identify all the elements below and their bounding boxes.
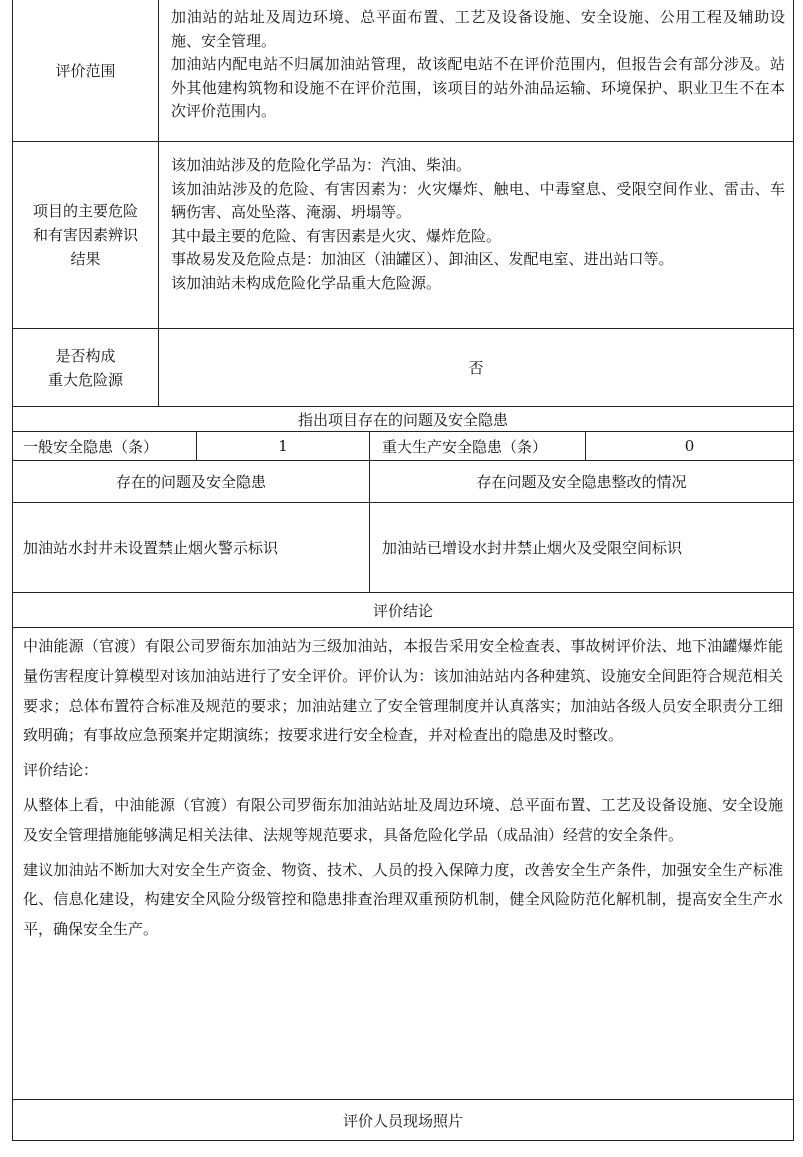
hazards-row [13, 142, 793, 329]
hazards-content [159, 142, 793, 328]
scope-paragraph: 加油站的站址及周边环境、总平面布置、工艺及设备设施、安全设施、公用工程及辅助设施、安全管理。 [171, 8, 785, 50]
hazards-paragraph: 事故易发及危险点是：加油区（油罐区）、卸油区、发配电室、进出站口等。 [171, 250, 674, 269]
conclusion-paragraph: 中油能源（官渡）有限公司罗衙东加油站为三级加油站，本报告采用安全检查表、事故树评价法、地下油罐爆炸能量伤害程度计算模型对该加油站进行了安全评价。评价认为：该加油站站内各种建筑、设施安全间距符合规范相关要求；总体布置符合标准及规范的要求；加油站建立了安全管理制度并认真落实；加油站各级人员安全职责分工细致明确；有事故应急预案并定期演练；按要求进行安全检查，并对检查出的隐患及时整改。 [23, 637, 783, 745]
conclusion-paragraph: 从整体上看，中油能源（官渡）有限公司罗衙东加油站站址及周边环境、总平面布置、工艺及设备设施、安全设施及安全管理措施能够满足相关法律、法规等规范要求，具备危险化学品（成品油）经营的安全条件。 [23, 795, 783, 844]
major-hazard-value: 否 [468, 359, 484, 377]
major-hazard-count: 0 [684, 437, 695, 455]
conclusion-title: 评价结论 [13, 593, 793, 628]
major-hazard-label: 是否构成 重大危险源 [13, 329, 159, 406]
issues-header-row [13, 461, 793, 503]
issues-title: 指出项目存在的问题及安全隐患 [13, 407, 793, 432]
major-hazard-row [13, 329, 793, 407]
conclusion-subheading: 评价结论： [23, 761, 99, 780]
issue-column-header: 存在的问题及安全隐患 [13, 461, 370, 502]
evaluation-summary-table [12, 0, 794, 1141]
hazard-count-row [13, 432, 793, 461]
issue-text: 加油站水封井未设置禁止烟火警示标识 [13, 503, 370, 592]
scope-content [159, 0, 793, 141]
fix-column-header: 存在问题及安全隐患整改的情况 [476, 473, 687, 491]
photos-title: 评价人员现场照片 [342, 1112, 463, 1130]
hazards-paragraph: 该加油站未构成危险化学品重大危险源。 [171, 273, 442, 292]
major-hazard-count-label: 重大生产安全隐患（条） [370, 432, 586, 460]
conclusion-body [13, 628, 793, 1100]
scope-paragraph: 加油站内配电站不归属加油站管理，故该配电站不在评价范围内，但报告会有部分涉及。站外其他建构筑物和设施不在评价范围，该项目的站外油品运输、环境保护、职业卫生不在本次评价范围内。 [171, 55, 785, 121]
conclusion-paragraph: 建议加油站不断加大对安全生产资金、物资、技术、人员的投入保障力度，改善安全生产条件，加强安全生产标准化、信息化建设，构建安全风险分级管控和隐患排查治理双重预防机制，健全风险防范化解机制，提高安全生产水平，确保安全生产。 [23, 860, 783, 939]
scope-row [13, 0, 793, 142]
scope-label: 评价范围 [13, 0, 159, 141]
hazards-paragraph: 该加油站涉及的危险化学品为：汽油、柴油。 [171, 156, 472, 174]
fix-text: 加油站已增设水封井禁止烟火及受限空间标识 [382, 539, 683, 557]
general-hazard-count: 1 [197, 432, 370, 460]
general-hazard-label: 一般安全隐患（条） [13, 432, 197, 460]
hazards-paragraph: 该加油站涉及的危险、有害因素为：火灾爆炸、触电、中毒窒息、受限空间作业、雷击、车辆伤害、高处坠落、淹溺、坍塌等。 [171, 179, 785, 222]
hazards-paragraph: 其中最主要的危险、有害因素是火灾、爆炸危险。 [171, 226, 502, 245]
hazards-label: 项目的主要危险 和有害因素辨识 结果 [13, 142, 159, 328]
issue-detail-row [13, 503, 793, 593]
